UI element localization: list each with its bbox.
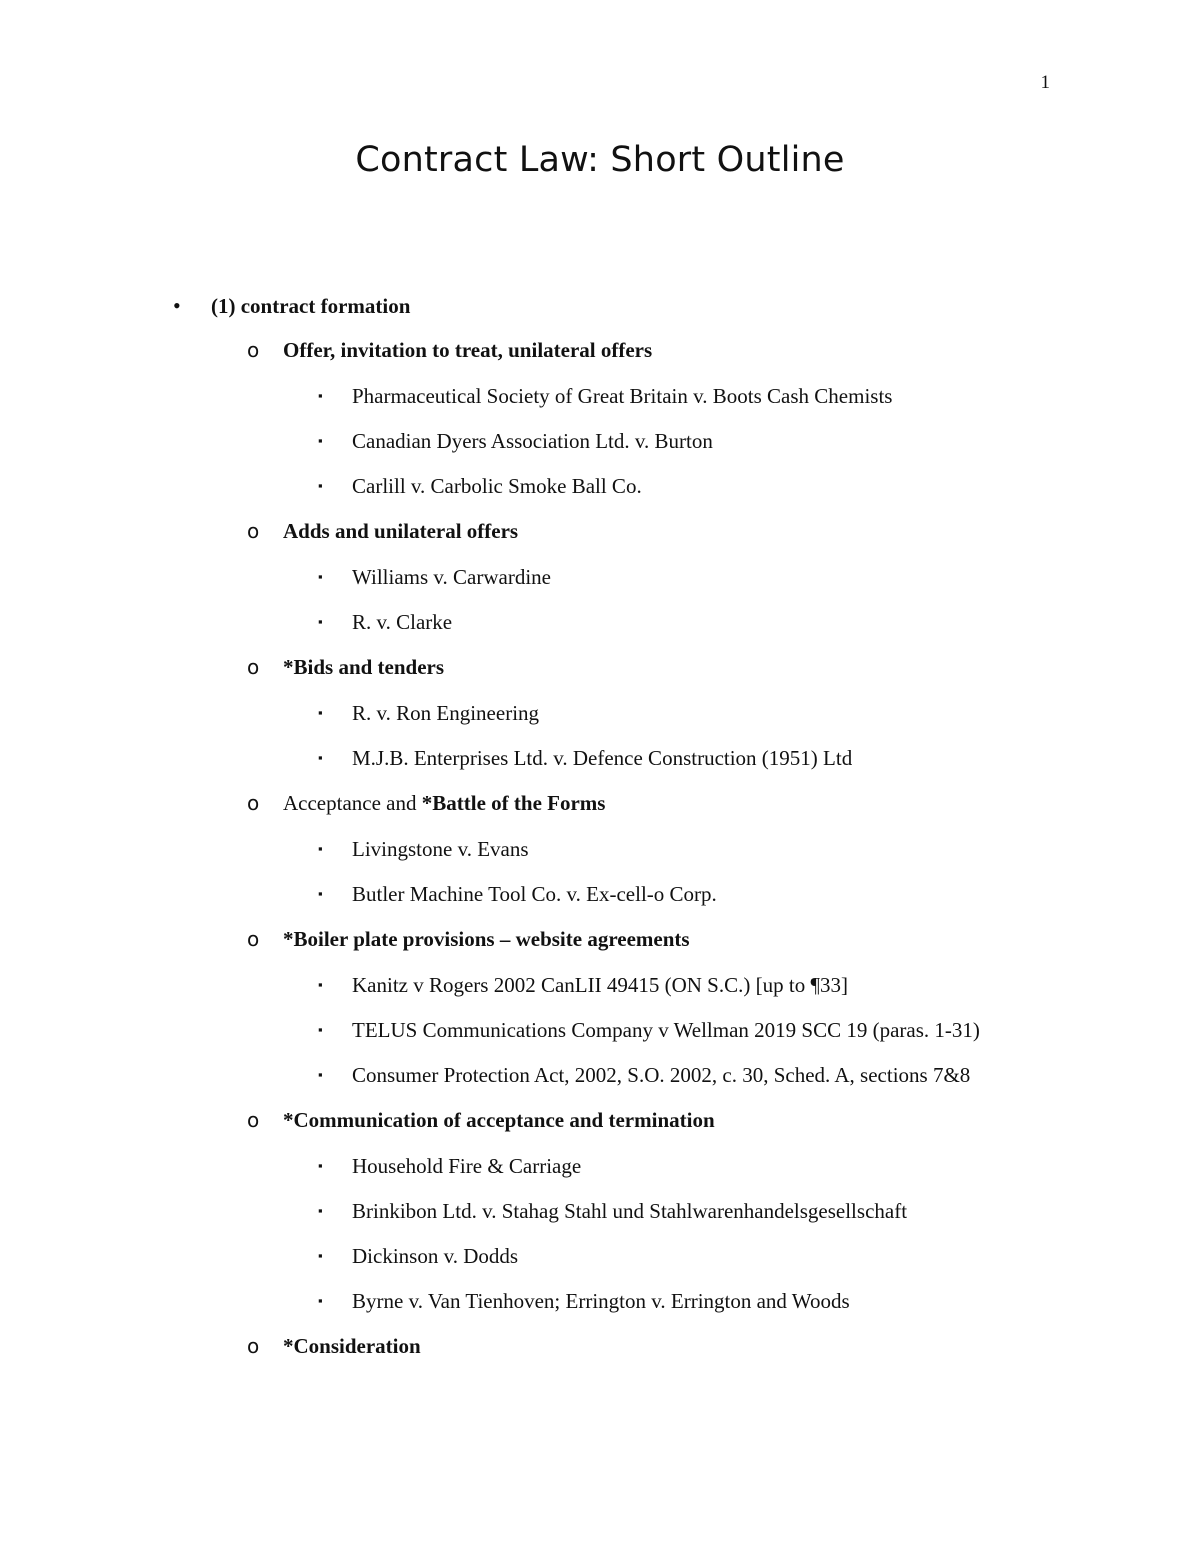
case-text: M.J.B. Enterprises Ltd. v. Defence Construction (1951) Ltd	[352, 746, 853, 770]
bullet-square-icon: ▪	[318, 1158, 323, 1173]
subheading-text: Offer, invitation to treat, unilateral offers	[283, 338, 653, 362]
outline-item-section	[0, 288, 1200, 332]
case-item	[0, 876, 1200, 921]
subheading-text: *Communication of acceptance and termination	[283, 1108, 715, 1132]
case-text: R. v. Clarke	[352, 610, 453, 634]
outline-subheading	[0, 513, 1200, 559]
bullet-square-icon: ▪	[318, 1203, 323, 1218]
bullet-dot-icon: •	[173, 293, 181, 318]
case-text: Consumer Protection Act, 2002, S.O. 2002, c. 30, Sched. A, sections 7&8	[352, 1063, 971, 1087]
outline-subheading	[0, 332, 1200, 378]
subheading-text: Adds and unilateral offers	[283, 519, 519, 543]
case-text: Household Fire & Carriage	[352, 1154, 582, 1178]
case-item	[0, 1057, 1200, 1102]
bullet-square-icon: ▪	[318, 569, 323, 584]
section-heading: (1) contract formation	[211, 294, 411, 318]
bullet-square-icon: ▪	[318, 1067, 323, 1082]
bullet-circle-icon: o	[247, 791, 260, 815]
case-item	[0, 1148, 1200, 1193]
bullet-circle-icon: o	[247, 927, 260, 951]
case-text: Pharmaceutical Society of Great Britain v. Boots Cash Chemists	[352, 384, 893, 408]
case-item	[0, 740, 1200, 785]
bullet-circle-icon: o	[247, 655, 260, 679]
bullet-square-icon: ▪	[318, 705, 323, 720]
outline-subheading	[0, 1328, 1200, 1374]
outline-subheading	[0, 1102, 1200, 1148]
bullet-square-icon: ▪	[318, 1248, 323, 1263]
bullet-circle-icon: o	[247, 1108, 260, 1132]
bullet-circle-icon: o	[247, 1334, 260, 1358]
case-text: Carlill v. Carbolic Smoke Ball Co.	[352, 474, 642, 498]
case-text: Butler Machine Tool Co. v. Ex-cell-o Corp.	[352, 882, 717, 906]
subheading-text: *Bids and tenders	[283, 655, 445, 679]
case-item	[0, 559, 1200, 604]
case-text: Byrne v. Van Tienhoven; Errington v. Errington and Woods	[352, 1289, 850, 1313]
outline-subheading	[0, 649, 1200, 695]
outline-subheading	[0, 785, 1200, 831]
case-item	[0, 1238, 1200, 1283]
case-text: R. v. Ron Engineering	[352, 701, 540, 725]
case-text: Kanitz v Rogers 2002 CanLII 49415 (ON S.C.) [up to ¶33]	[352, 973, 848, 997]
bullet-circle-icon: o	[247, 519, 260, 543]
case-text: Canadian Dyers Association Ltd. v. Burton	[352, 429, 713, 453]
case-item	[0, 604, 1200, 649]
bullet-square-icon: ▪	[318, 478, 323, 493]
case-item	[0, 1012, 1200, 1057]
case-item	[0, 1283, 1200, 1328]
bullet-square-icon: ▪	[318, 750, 323, 765]
bullet-circle-icon: o	[247, 338, 260, 362]
document-title: Contract Law: Short Outline	[355, 140, 845, 180]
subheading-bold-part: *Battle of the Forms	[421, 791, 606, 815]
page-number: 1	[1040, 72, 1050, 93]
subheading-text	[283, 785, 605, 821]
case-item	[0, 695, 1200, 740]
case-item	[0, 1193, 1200, 1238]
bullet-square-icon: ▪	[318, 388, 323, 403]
bullet-square-icon: ▪	[318, 433, 323, 448]
outline-subheading	[0, 921, 1200, 967]
outline	[0, 288, 1200, 1374]
bullet-square-icon: ▪	[318, 1293, 323, 1308]
case-item	[0, 967, 1200, 1012]
case-item	[0, 831, 1200, 876]
case-text: Brinkibon Ltd. v. Stahag Stahl und Stahlwarenhandelsgesellschaft	[352, 1199, 908, 1223]
bullet-square-icon: ▪	[318, 614, 323, 629]
bullet-square-icon: ▪	[318, 1022, 323, 1037]
case-item	[0, 423, 1200, 468]
subheading-text: *Consideration	[283, 1334, 421, 1358]
subheading-text: *Boiler plate provisions – website agreements	[283, 927, 690, 951]
bullet-square-icon: ▪	[318, 841, 323, 856]
case-text: Williams v. Carwardine	[352, 565, 551, 589]
bullet-square-icon: ▪	[318, 977, 323, 992]
case-text: Dickinson v. Dodds	[352, 1244, 519, 1268]
bullet-square-icon: ▪	[318, 886, 323, 901]
case-item	[0, 468, 1200, 513]
case-text: TELUS Communications Company v Wellman 2019 SCC 19 (paras. 1-31)	[352, 1018, 980, 1042]
case-text: Livingstone v. Evans	[352, 837, 529, 861]
case-item	[0, 378, 1200, 423]
subheading-plain-part: Acceptance and	[283, 791, 422, 815]
